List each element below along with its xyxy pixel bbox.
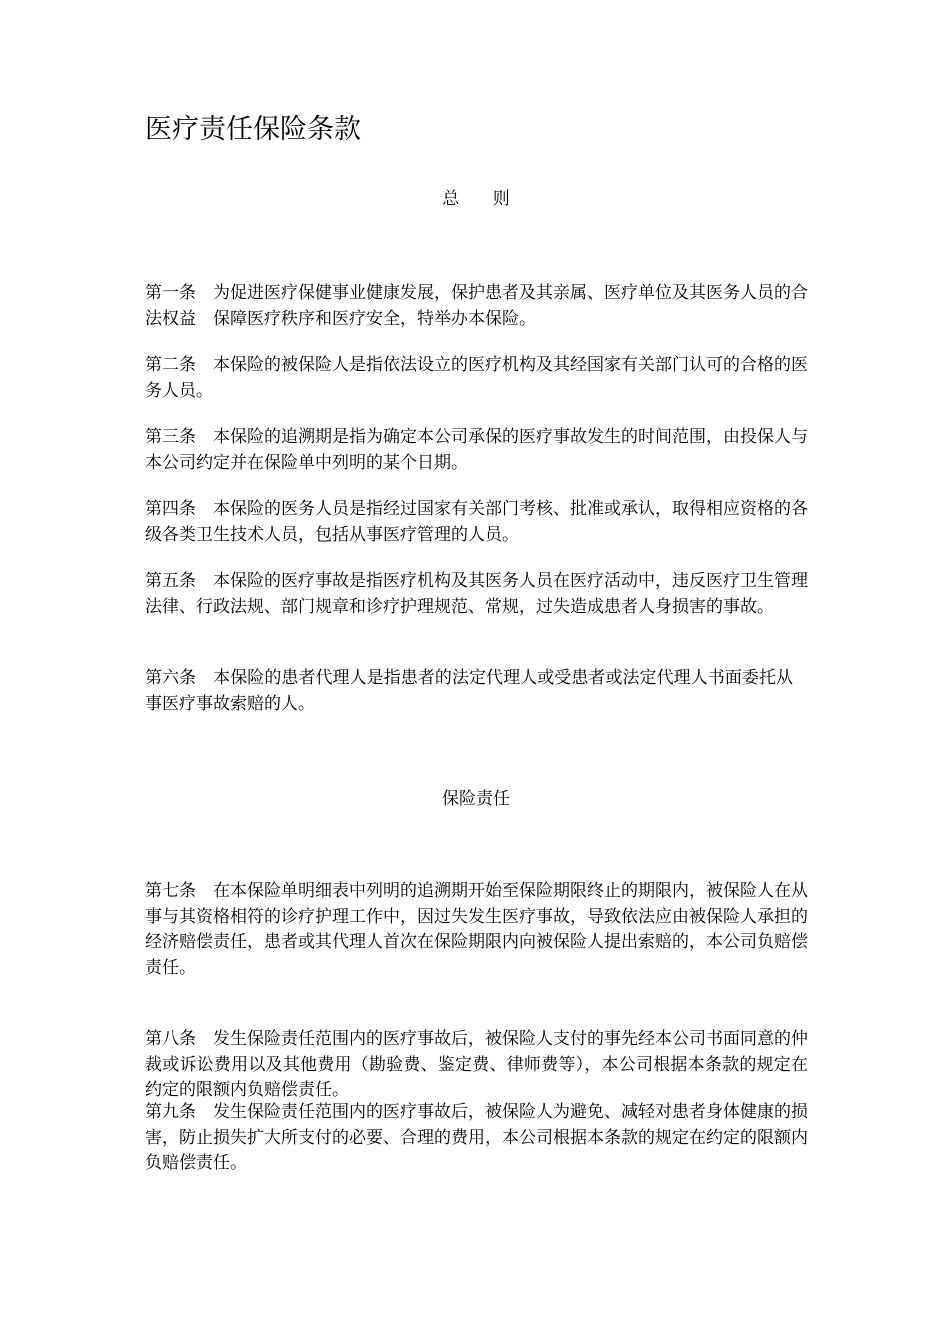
article-number: 第九条: [145, 1102, 196, 1122]
article-2: [145, 353, 808, 404]
article-number: 第八条: [145, 1029, 196, 1049]
document-title: 医疗责任保险条款: [145, 114, 361, 145]
article-number: 第六条: [145, 668, 197, 688]
article-text: 发生保险责任范围内的医疗事故后，被保险人为避免、减轻对患者身体健康的损害，防止损失扩大所支付的必要、合理的费用，本公司根据本条款的规定在约定的限额内负赔偿责任。: [145, 1102, 808, 1173]
article-text: 本保险的追溯期是指为确定本公司承保的医疗事故发生的时间范围，由投保人与本公司约定并在保险单中列明的某个日期。: [145, 427, 808, 473]
article-text: 发生保险责任范围内的医疗事故后，被保险人支付的事先经本公司书面同意的仲裁或诉讼费用以及其他费用（勘验费、鉴定费、律师费等），本公司根据本条款的规定在约定的限额内负赔偿责任。: [145, 1029, 808, 1100]
article-4: [145, 497, 808, 548]
article-8: [145, 1027, 808, 1104]
article-number: 第五条: [145, 571, 196, 591]
article-6: [145, 666, 793, 717]
article-number: 第七条: [145, 881, 196, 901]
article-7: [145, 879, 808, 981]
article-text: 本保险的被保险人是指依法设立的医疗机构及其经国家有关部门认可的合格的医务人员。: [145, 355, 808, 401]
article-number: 第二条: [145, 355, 196, 375]
article-number: 第四条: [145, 499, 196, 519]
article-number: 第一条: [145, 283, 196, 303]
article-text: 在本保险单明细表中列明的追溯期开始至保险期限终止的期限内，被保险人在从事与其资格相符的诊疗护理工作中，因过失发生医疗事故，导致依法应由被保险人承担的经济赔偿责任，患者或其代理人首次在保险期限内向被保险人提出索赔的，本公司负赔偿责任。: [145, 881, 808, 978]
article-1: [145, 281, 808, 332]
section-heading-general: 总 则: [442, 189, 524, 209]
article-3: [145, 425, 808, 476]
article-9: [145, 1100, 808, 1177]
article-5: [145, 569, 808, 620]
article-text: 本保险的医务人员是指经过国家有关部门考核、批准或承认，取得相应资格的各级各类卫生技术人员，包括从事医疗管理的人员。: [145, 499, 808, 545]
article-text: 本保险的患者代理人是指患者的法定代理人或受患者或法定代理人书面委托从事医疗事故索赔的人。: [145, 668, 794, 714]
section-heading-liability: 保险责任: [442, 789, 510, 809]
article-text: 为促进医疗保健事业健康发展，保护患者及其亲属、医疗单位及其医务人员的合法权益 保障医疗秩序和医疗安全，特举办本保险。: [145, 283, 808, 329]
article-number: 第三条: [145, 427, 196, 447]
article-text: 本保险的医疗事故是指医疗机构及其医务人员在医疗活动中，违反医疗卫生管理法律、行政法规、部门规章和诊疗护理规范、常规，过失造成患者人身损害的事故。: [145, 571, 808, 617]
